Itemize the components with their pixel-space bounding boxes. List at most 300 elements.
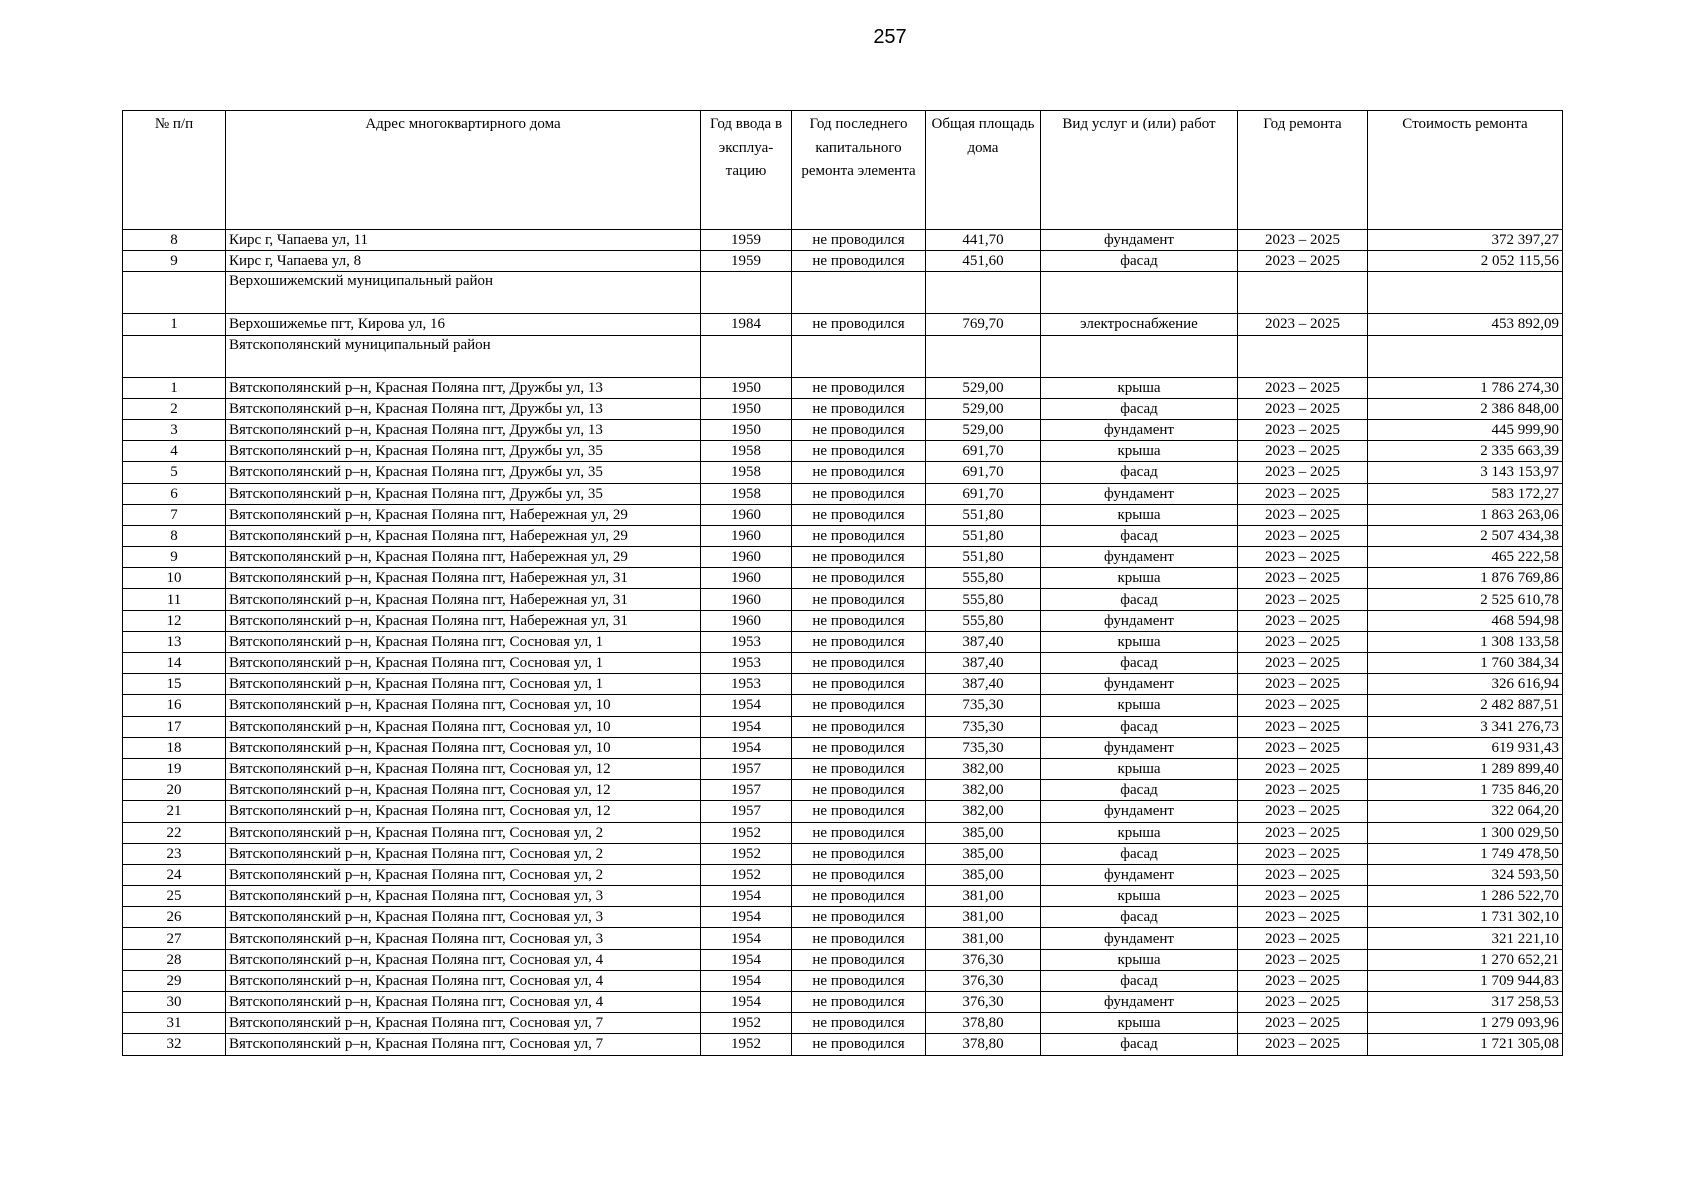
- cell-area: 382,00: [926, 758, 1041, 779]
- cell-area: 551,80: [926, 525, 1041, 546]
- cell-area: 381,00: [926, 907, 1041, 928]
- cell-address: Вятскополянский р–н, Красная Поляна пгт, Сосновая ул, 10: [226, 716, 701, 737]
- empty-cell: [926, 335, 1041, 377]
- cell-area: 555,80: [926, 589, 1041, 610]
- cell-last-repair: не проводился: [792, 314, 926, 335]
- cell-last-repair: не проводился: [792, 377, 926, 398]
- cell-last-repair: не проводился: [792, 483, 926, 504]
- cell-area: 551,80: [926, 547, 1041, 568]
- cell-repair-years: 2023 – 2025: [1238, 886, 1368, 907]
- cell-cost: 1 735 846,20: [1368, 780, 1563, 801]
- cell-repair-years: 2023 – 2025: [1238, 462, 1368, 483]
- cell-last-repair: не проводился: [792, 695, 926, 716]
- header-num: № п/п: [123, 111, 226, 230]
- cell-service: фасад: [1041, 716, 1238, 737]
- cell-repair-years: 2023 – 2025: [1238, 419, 1368, 440]
- cell-num: 1: [123, 377, 226, 398]
- cell-year-built: 1954: [701, 695, 792, 716]
- cell-last-repair: не проводился: [792, 525, 926, 546]
- cell-area: 735,30: [926, 716, 1041, 737]
- cell-cost: 1 308 133,58: [1368, 631, 1563, 652]
- cell-repair-years: 2023 – 2025: [1238, 631, 1368, 652]
- cell-repair-years: 2023 – 2025: [1238, 864, 1368, 885]
- cell-area: 385,00: [926, 822, 1041, 843]
- cell-area: 376,30: [926, 970, 1041, 991]
- cell-cost: 317 258,53: [1368, 992, 1563, 1013]
- cell-service: крыша: [1041, 441, 1238, 462]
- cell-last-repair: не проводился: [792, 547, 926, 568]
- empty-cell: [792, 335, 926, 377]
- cell-cost: 2 335 663,39: [1368, 441, 1563, 462]
- cell-repair-years: 2023 – 2025: [1238, 398, 1368, 419]
- cell-repair-years: 2023 – 2025: [1238, 992, 1368, 1013]
- cell-cost: 1 286 522,70: [1368, 886, 1563, 907]
- cell-service: крыша: [1041, 377, 1238, 398]
- table-row: [123, 610, 1563, 631]
- cell-address: Вятскополянский р–н, Красная Поляна пгт, Набережная ул, 29: [226, 547, 701, 568]
- cell-year-built: 1952: [701, 1034, 792, 1055]
- cell-repair-years: 2023 – 2025: [1238, 716, 1368, 737]
- cell-area: 387,40: [926, 674, 1041, 695]
- cell-area: 451,60: [926, 251, 1041, 272]
- cell-service: фундамент: [1041, 864, 1238, 885]
- cell-address: Вятскополянский р–н, Красная Поляна пгт, Дружбы ул, 35: [226, 441, 701, 462]
- table-row: [123, 568, 1563, 589]
- cell-area: 382,00: [926, 801, 1041, 822]
- table-row: [123, 928, 1563, 949]
- table-row: [123, 251, 1563, 272]
- cell-repair-years: 2023 – 2025: [1238, 1034, 1368, 1055]
- cell-address: Вятскополянский р–н, Красная Поляна пгт, Сосновая ул, 3: [226, 886, 701, 907]
- cell-year-built: 1954: [701, 907, 792, 928]
- cell-service: электроснабжение: [1041, 314, 1238, 335]
- header-address: Адрес многоквартирного дома: [226, 111, 701, 230]
- cell-area: 378,80: [926, 1013, 1041, 1034]
- cell-repair-years: 2023 – 2025: [1238, 589, 1368, 610]
- cell-cost: 1 876 769,86: [1368, 568, 1563, 589]
- cell-cost: 1 709 944,83: [1368, 970, 1563, 991]
- cell-num: 12: [123, 610, 226, 631]
- cell-repair-years: 2023 – 2025: [1238, 949, 1368, 970]
- cell-service: крыша: [1041, 758, 1238, 779]
- header-repair-years: Год ремонта: [1238, 111, 1368, 230]
- cell-cost: 445 999,90: [1368, 419, 1563, 440]
- cell-address: Вятскополянский р–н, Красная Поляна пгт, Сосновая ул, 3: [226, 907, 701, 928]
- cell-num: 23: [123, 843, 226, 864]
- cell-address: Вятскополянский р–н, Красная Поляна пгт, Дружбы ул, 13: [226, 398, 701, 419]
- table-body: [123, 230, 1563, 1056]
- cell-repair-years: 2023 – 2025: [1238, 780, 1368, 801]
- table-row: [123, 653, 1563, 674]
- table-row: [123, 419, 1563, 440]
- cell-service: фундамент: [1041, 737, 1238, 758]
- cell-cost: 1 270 652,21: [1368, 949, 1563, 970]
- cell-num: 31: [123, 1013, 226, 1034]
- table-row: [123, 949, 1563, 970]
- cell-num: 4: [123, 441, 226, 462]
- empty-cell: [123, 335, 226, 377]
- cell-address: Вятскополянский р–н, Красная Поляна пгт, Сосновая ул, 7: [226, 1013, 701, 1034]
- cell-address: Вятскополянский р–н, Красная Поляна пгт, Дружбы ул, 13: [226, 419, 701, 440]
- cell-num: 22: [123, 822, 226, 843]
- cell-address: Вятскополянский р–н, Красная Поляна пгт, Сосновая ул, 4: [226, 992, 701, 1013]
- cell-service: фасад: [1041, 780, 1238, 801]
- cell-area: 376,30: [926, 949, 1041, 970]
- cell-repair-years: 2023 – 2025: [1238, 758, 1368, 779]
- table-row: [123, 801, 1563, 822]
- cell-address: Вятскополянский р–н, Красная Поляна пгт, Набережная ул, 31: [226, 568, 701, 589]
- cell-num: 9: [123, 251, 226, 272]
- cell-address: Вятскополянский р–н, Красная Поляна пгт, Сосновая ул, 4: [226, 949, 701, 970]
- cell-last-repair: не проводился: [792, 419, 926, 440]
- cell-cost: 1 863 263,06: [1368, 504, 1563, 525]
- table-row: [123, 441, 1563, 462]
- cell-num: 18: [123, 737, 226, 758]
- cell-year-built: 1960: [701, 568, 792, 589]
- cell-last-repair: не проводился: [792, 737, 926, 758]
- cell-area: 378,80: [926, 1034, 1041, 1055]
- cell-num: 13: [123, 631, 226, 652]
- cell-address: Вятскополянский р–н, Красная Поляна пгт, Сосновая ул, 1: [226, 674, 701, 695]
- cell-service: крыша: [1041, 504, 1238, 525]
- cell-year-built: 1953: [701, 674, 792, 695]
- cell-last-repair: не проводился: [792, 441, 926, 462]
- cell-service: фундамент: [1041, 674, 1238, 695]
- table-row: [123, 504, 1563, 525]
- cell-area: 376,30: [926, 992, 1041, 1013]
- cell-area: 387,40: [926, 631, 1041, 652]
- cell-repair-years: 2023 – 2025: [1238, 314, 1368, 335]
- cell-year-built: 1957: [701, 780, 792, 801]
- cell-num: 2: [123, 398, 226, 419]
- cell-year-built: 1954: [701, 886, 792, 907]
- cell-last-repair: не проводился: [792, 610, 926, 631]
- cell-cost: 1 749 478,50: [1368, 843, 1563, 864]
- table-row: [123, 377, 1563, 398]
- cell-repair-years: 2023 – 2025: [1238, 928, 1368, 949]
- cell-cost: 2 482 887,51: [1368, 695, 1563, 716]
- table-row: [123, 907, 1563, 928]
- cell-year-built: 1984: [701, 314, 792, 335]
- empty-cell: [123, 272, 226, 314]
- cell-repair-years: 2023 – 2025: [1238, 568, 1368, 589]
- empty-cell: [701, 335, 792, 377]
- cell-repair-years: 2023 – 2025: [1238, 801, 1368, 822]
- cell-repair-years: 2023 – 2025: [1238, 695, 1368, 716]
- empty-cell: [701, 272, 792, 314]
- cell-address: Вятскополянский р–н, Красная Поляна пгт, Сосновая ул, 2: [226, 843, 701, 864]
- cell-year-built: 1959: [701, 251, 792, 272]
- cell-last-repair: не проводился: [792, 780, 926, 801]
- cell-last-repair: не проводился: [792, 230, 926, 251]
- page-number: 257: [873, 26, 907, 48]
- cell-num: 6: [123, 483, 226, 504]
- cell-area: 381,00: [926, 928, 1041, 949]
- cell-address: Вятскополянский р–н, Красная Поляна пгт, Сосновая ул, 12: [226, 801, 701, 822]
- cell-area: 387,40: [926, 653, 1041, 674]
- cell-num: 25: [123, 886, 226, 907]
- cell-num: 1: [123, 314, 226, 335]
- cell-service: фундамент: [1041, 610, 1238, 631]
- cell-service: фасад: [1041, 398, 1238, 419]
- empty-cell: [1238, 335, 1368, 377]
- cell-service: фундамент: [1041, 992, 1238, 1013]
- cell-area: 385,00: [926, 843, 1041, 864]
- cell-service: фундамент: [1041, 483, 1238, 504]
- cell-area: 691,70: [926, 462, 1041, 483]
- cell-service: крыша: [1041, 631, 1238, 652]
- table-row: [123, 716, 1563, 737]
- table-row: [123, 674, 1563, 695]
- header-cost: Стоимость ремонта: [1368, 111, 1563, 230]
- cell-repair-years: 2023 – 2025: [1238, 251, 1368, 272]
- cell-year-built: 1954: [701, 949, 792, 970]
- cell-service: фасад: [1041, 1034, 1238, 1055]
- table-row: [123, 822, 1563, 843]
- cell-repair-years: 2023 – 2025: [1238, 230, 1368, 251]
- cell-last-repair: не проводился: [792, 886, 926, 907]
- cell-num: 19: [123, 758, 226, 779]
- cell-num: 3: [123, 419, 226, 440]
- cell-address: Вятскополянский р–н, Красная Поляна пгт, Сосновая ул, 12: [226, 758, 701, 779]
- cell-cost: 3 341 276,73: [1368, 716, 1563, 737]
- cell-cost: 1 300 029,50: [1368, 822, 1563, 843]
- cell-repair-years: 2023 – 2025: [1238, 1013, 1368, 1034]
- empty-cell: [926, 272, 1041, 314]
- cell-year-built: 1960: [701, 589, 792, 610]
- table-row: [123, 780, 1563, 801]
- empty-cell: [1041, 335, 1238, 377]
- cell-last-repair: не проводился: [792, 568, 926, 589]
- cell-area: 769,70: [926, 314, 1041, 335]
- cell-service: фундамент: [1041, 419, 1238, 440]
- cell-address: Вятскополянский р–н, Красная Поляна пгт, Сосновая ул, 10: [226, 695, 701, 716]
- cell-cost: 1 786 274,30: [1368, 377, 1563, 398]
- empty-cell: [1041, 272, 1238, 314]
- cell-service: фасад: [1041, 907, 1238, 928]
- cell-last-repair: не проводился: [792, 631, 926, 652]
- cell-year-built: 1950: [701, 419, 792, 440]
- cell-year-built: 1953: [701, 653, 792, 674]
- cell-year-built: 1959: [701, 230, 792, 251]
- cell-repair-years: 2023 – 2025: [1238, 610, 1368, 631]
- cell-repair-years: 2023 – 2025: [1238, 907, 1368, 928]
- cell-area: 735,30: [926, 737, 1041, 758]
- cell-service: фасад: [1041, 251, 1238, 272]
- cell-year-built: 1954: [701, 716, 792, 737]
- cell-service: крыша: [1041, 822, 1238, 843]
- cell-num: 10: [123, 568, 226, 589]
- cell-year-built: 1954: [701, 970, 792, 991]
- cell-repair-years: 2023 – 2025: [1238, 504, 1368, 525]
- cell-year-built: 1954: [701, 992, 792, 1013]
- cell-cost: 453 892,09: [1368, 314, 1563, 335]
- cell-service: фундамент: [1041, 230, 1238, 251]
- cell-year-built: 1960: [701, 504, 792, 525]
- table-row: [123, 737, 1563, 758]
- cell-repair-years: 2023 – 2025: [1238, 843, 1368, 864]
- cell-cost: 583 172,27: [1368, 483, 1563, 504]
- table-row: [123, 314, 1563, 335]
- repair-registry-table: [122, 110, 1563, 1056]
- cell-repair-years: 2023 – 2025: [1238, 737, 1368, 758]
- cell-cost: 1 731 302,10: [1368, 907, 1563, 928]
- cell-address: Вятскополянский р–н, Красная Поляна пгт, Набережная ул, 29: [226, 525, 701, 546]
- cell-cost: 326 616,94: [1368, 674, 1563, 695]
- cell-address: Вятскополянский р–н, Красная Поляна пгт, Сосновая ул, 1: [226, 631, 701, 652]
- district-label: Вятскополянский муниципальный район: [226, 335, 701, 377]
- cell-cost: 324 593,50: [1368, 864, 1563, 885]
- cell-last-repair: не проводился: [792, 949, 926, 970]
- district-row: [123, 272, 1563, 314]
- cell-last-repair: не проводился: [792, 589, 926, 610]
- cell-last-repair: не проводился: [792, 1013, 926, 1034]
- cell-cost: 2 525 610,78: [1368, 589, 1563, 610]
- cell-last-repair: не проводился: [792, 398, 926, 419]
- header-area: Общая площадь дома: [926, 111, 1041, 230]
- cell-last-repair: не проводился: [792, 928, 926, 949]
- cell-year-built: 1953: [701, 631, 792, 652]
- cell-num: 16: [123, 695, 226, 716]
- cell-cost: 465 222,58: [1368, 547, 1563, 568]
- cell-year-built: 1950: [701, 377, 792, 398]
- cell-year-built: 1958: [701, 462, 792, 483]
- cell-service: фасад: [1041, 589, 1238, 610]
- cell-area: 691,70: [926, 483, 1041, 504]
- empty-cell: [792, 272, 926, 314]
- cell-address: Вятскополянский р–н, Красная Поляна пгт, Сосновая ул, 10: [226, 737, 701, 758]
- cell-cost: 1 760 384,34: [1368, 653, 1563, 674]
- cell-area: 529,00: [926, 419, 1041, 440]
- cell-service: крыша: [1041, 949, 1238, 970]
- table-row: [123, 589, 1563, 610]
- table-row: [123, 1034, 1563, 1055]
- cell-service: фасад: [1041, 462, 1238, 483]
- table-row: [123, 631, 1563, 652]
- cell-address: Вятскополянский р–н, Красная Поляна пгт, Сосновая ул, 1: [226, 653, 701, 674]
- cell-service: крыша: [1041, 886, 1238, 907]
- cell-repair-years: 2023 – 2025: [1238, 674, 1368, 695]
- cell-address: Вятскополянский р–н, Красная Поляна пгт, Сосновая ул, 7: [226, 1034, 701, 1055]
- table-row: [123, 547, 1563, 568]
- cell-num: 7: [123, 504, 226, 525]
- cell-repair-years: 2023 – 2025: [1238, 547, 1368, 568]
- cell-address: Вятскополянский р–н, Красная Поляна пгт, Набережная ул, 29: [226, 504, 701, 525]
- cell-num: 8: [123, 230, 226, 251]
- cell-year-built: 1957: [701, 801, 792, 822]
- cell-num: 32: [123, 1034, 226, 1055]
- cell-address: Вятскополянский р–н, Красная Поляна пгт, Набережная ул, 31: [226, 589, 701, 610]
- cell-area: 529,00: [926, 398, 1041, 419]
- cell-last-repair: не проводился: [792, 504, 926, 525]
- cell-year-built: 1952: [701, 864, 792, 885]
- table-row: [123, 864, 1563, 885]
- cell-cost: 1 279 093,96: [1368, 1013, 1563, 1034]
- cell-cost: 321 221,10: [1368, 928, 1563, 949]
- cell-year-built: 1960: [701, 525, 792, 546]
- cell-cost: 1 289 899,40: [1368, 758, 1563, 779]
- cell-last-repair: не проводился: [792, 716, 926, 737]
- cell-repair-years: 2023 – 2025: [1238, 483, 1368, 504]
- cell-area: 555,80: [926, 610, 1041, 631]
- cell-last-repair: не проводился: [792, 462, 926, 483]
- cell-num: 28: [123, 949, 226, 970]
- cell-repair-years: 2023 – 2025: [1238, 653, 1368, 674]
- cell-year-built: 1954: [701, 928, 792, 949]
- cell-last-repair: не проводился: [792, 992, 926, 1013]
- cell-cost: 322 064,20: [1368, 801, 1563, 822]
- cell-num: 17: [123, 716, 226, 737]
- cell-num: 24: [123, 864, 226, 885]
- cell-service: фундамент: [1041, 928, 1238, 949]
- cell-area: 385,00: [926, 864, 1041, 885]
- cell-last-repair: не проводился: [792, 970, 926, 991]
- cell-cost: 468 594,98: [1368, 610, 1563, 631]
- cell-area: 381,00: [926, 886, 1041, 907]
- cell-year-built: 1952: [701, 822, 792, 843]
- cell-address: Вятскополянский р–н, Красная Поляна пгт, Сосновая ул, 3: [226, 928, 701, 949]
- cell-num: 27: [123, 928, 226, 949]
- cell-address: Вятскополянский р–н, Красная Поляна пгт, Сосновая ул, 2: [226, 822, 701, 843]
- cell-service: крыша: [1041, 695, 1238, 716]
- cell-area: 529,00: [926, 377, 1041, 398]
- cell-address: Вятскополянский р–н, Красная Поляна пгт, Сосновая ул, 4: [226, 970, 701, 991]
- table-row: [123, 758, 1563, 779]
- cell-service: фундамент: [1041, 547, 1238, 568]
- cell-address: Вятскополянский р–н, Красная Поляна пгт, Дружбы ул, 35: [226, 483, 701, 504]
- cell-last-repair: не проводился: [792, 758, 926, 779]
- cell-last-repair: не проводился: [792, 653, 926, 674]
- cell-address: Вятскополянский р–н, Красная Поляна пгт, Сосновая ул, 12: [226, 780, 701, 801]
- cell-year-built: 1957: [701, 758, 792, 779]
- table-row: [123, 1013, 1563, 1034]
- cell-num: 21: [123, 801, 226, 822]
- cell-cost: 2 386 848,00: [1368, 398, 1563, 419]
- cell-last-repair: не проводился: [792, 864, 926, 885]
- cell-cost: 2 052 115,56: [1368, 251, 1563, 272]
- cell-service: фасад: [1041, 653, 1238, 674]
- cell-last-repair: не проводился: [792, 1034, 926, 1055]
- cell-repair-years: 2023 – 2025: [1238, 377, 1368, 398]
- cell-repair-years: 2023 – 2025: [1238, 441, 1368, 462]
- cell-num: 30: [123, 992, 226, 1013]
- cell-service: крыша: [1041, 1013, 1238, 1034]
- table-row: [123, 843, 1563, 864]
- cell-area: 382,00: [926, 780, 1041, 801]
- cell-year-built: 1958: [701, 483, 792, 504]
- cell-service: фасад: [1041, 843, 1238, 864]
- cell-area: 551,80: [926, 504, 1041, 525]
- cell-address: Кирс г, Чапаева ул, 11: [226, 230, 701, 251]
- cell-year-built: 1952: [701, 1013, 792, 1034]
- district-row: [123, 335, 1563, 377]
- cell-num: 14: [123, 653, 226, 674]
- empty-cell: [1238, 272, 1368, 314]
- cell-area: 691,70: [926, 441, 1041, 462]
- table-row: [123, 525, 1563, 546]
- cell-repair-years: 2023 – 2025: [1238, 822, 1368, 843]
- cell-cost: 619 931,43: [1368, 737, 1563, 758]
- table-row: [123, 970, 1563, 991]
- cell-num: 5: [123, 462, 226, 483]
- cell-last-repair: не проводился: [792, 822, 926, 843]
- cell-address: Вятскополянский р–н, Красная Поляна пгт, Дружбы ул, 35: [226, 462, 701, 483]
- cell-cost: 372 397,27: [1368, 230, 1563, 251]
- cell-last-repair: не проводился: [792, 674, 926, 695]
- empty-cell: [1368, 335, 1563, 377]
- cell-num: 15: [123, 674, 226, 695]
- cell-last-repair: не проводился: [792, 907, 926, 928]
